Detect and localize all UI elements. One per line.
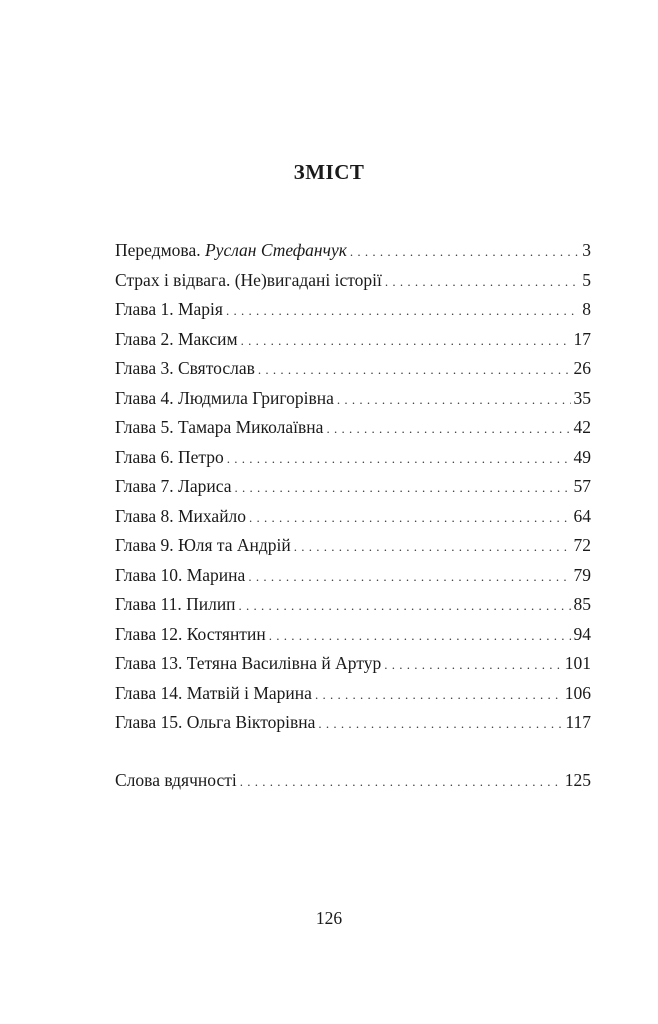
toc-leader-dots: [258, 355, 571, 385]
toc-entry: [115, 443, 591, 473]
toc-leader-dots: [249, 503, 570, 533]
toc-entry-title: Глава 14. Матвій і Марина: [115, 682, 312, 703]
toc-leader-dots: [384, 650, 562, 680]
toc-entry-page: 57: [573, 476, 591, 496]
toc-leader-dots: [234, 473, 570, 503]
toc-entry: [115, 236, 591, 266]
table-of-contents: [115, 236, 591, 795]
toc-entry-page: 125: [564, 769, 591, 790]
toc-entry-acknowledgements: [115, 766, 591, 796]
toc-leader-dots: [248, 562, 570, 592]
toc-entry-page: 42: [573, 417, 591, 437]
toc-entry-page: 26: [573, 358, 591, 378]
toc-entry-page: 5: [582, 269, 591, 290]
toc-entry-title: Глава 7. Лариса: [115, 476, 232, 496]
toc-entry-page: 117: [565, 712, 591, 732]
toc-entry: [115, 649, 591, 679]
toc-entry-page: 3: [582, 240, 591, 260]
toc-leader-dots: [241, 326, 571, 356]
toc-entry-title: Глава 6. Петро: [115, 446, 224, 467]
toc-entry-page: 64: [573, 505, 591, 526]
toc-entry-page: 101: [564, 653, 591, 673]
toc-entry-page: 17: [573, 328, 591, 349]
toc-entry-page: 94: [573, 623, 591, 644]
toc-entry: [115, 679, 591, 709]
toc-entry: [115, 531, 591, 561]
toc-entry: [115, 325, 591, 355]
toc-entry-page: 49: [573, 446, 591, 467]
toc-leader-dots: [315, 680, 562, 710]
toc-entry-title: Глава 8. Михайло: [115, 505, 247, 526]
toc-entry: [115, 295, 591, 325]
toc-entry-title: Глава 12. Костянтин: [115, 623, 266, 644]
toc-entry-page: 35: [573, 387, 591, 408]
toc-entry-title: [115, 236, 347, 266]
toc-entry-title: Слова вдячності: [115, 769, 237, 790]
toc-entry: [115, 620, 591, 650]
toc-leader-dots: [294, 532, 571, 562]
toc-entry: [115, 266, 591, 296]
page-number: 126: [315, 908, 343, 928]
toc-entry-title: Глава 15. Ольга Вікторівна: [115, 712, 316, 732]
toc-entry-page: 106: [564, 682, 591, 703]
toc-entry-title: Глава 3. Святослав: [115, 358, 255, 378]
page-title: ЗМІСТ: [293, 160, 365, 184]
toc-leader-dots: [226, 296, 579, 326]
toc-leader-dots: [326, 414, 570, 444]
toc-entry-title: Глава 11. Пилип: [115, 594, 236, 614]
toc-leader-dots: [240, 767, 562, 797]
toc-entry-author: Руслан Стефанчук: [204, 240, 347, 260]
toc-entry-title: Глава 2. Максим: [115, 328, 238, 349]
toc-entry: [115, 502, 591, 532]
toc-entry-page: 85: [573, 594, 591, 614]
toc-leader-dots: [227, 444, 571, 474]
toc-entry: [115, 590, 591, 620]
toc-entry-page: 72: [573, 535, 591, 555]
toc-leader-dots: [239, 591, 571, 621]
toc-entry: [115, 413, 591, 443]
toc-entry-page: 8: [582, 299, 591, 319]
toc-leader-dots: [269, 621, 571, 651]
toc-entry: [115, 561, 591, 591]
toc-entry-title: Глава 10. Марина: [115, 564, 246, 585]
toc-entry-label: Передмова.: [115, 240, 205, 260]
toc-leader-dots: [385, 267, 579, 297]
toc-entry-title: Страх і відвага. (Не)вигадані історії: [115, 269, 382, 290]
toc-entry-title: Глава 1. Марія: [115, 299, 223, 319]
toc-entry: [115, 472, 591, 502]
toc-entry-title: Глава 9. Юля та Андрій: [115, 535, 291, 555]
toc-leader-dots: [318, 709, 562, 739]
toc-entry-title: Глава 5. Тамара Миколаївна: [115, 417, 324, 437]
toc-entry-title: Глава 13. Тетяна Василівна й Артур: [115, 653, 382, 673]
toc-entry-title: Глава 4. Людмила Григорівна: [115, 387, 334, 408]
toc-entry-page: 79: [573, 564, 591, 585]
toc-leader-dots: [337, 385, 571, 415]
toc-entry: [115, 708, 591, 738]
toc-entry: [115, 384, 591, 414]
toc-entry: [115, 354, 591, 384]
toc-leader-dots: [350, 237, 579, 267]
